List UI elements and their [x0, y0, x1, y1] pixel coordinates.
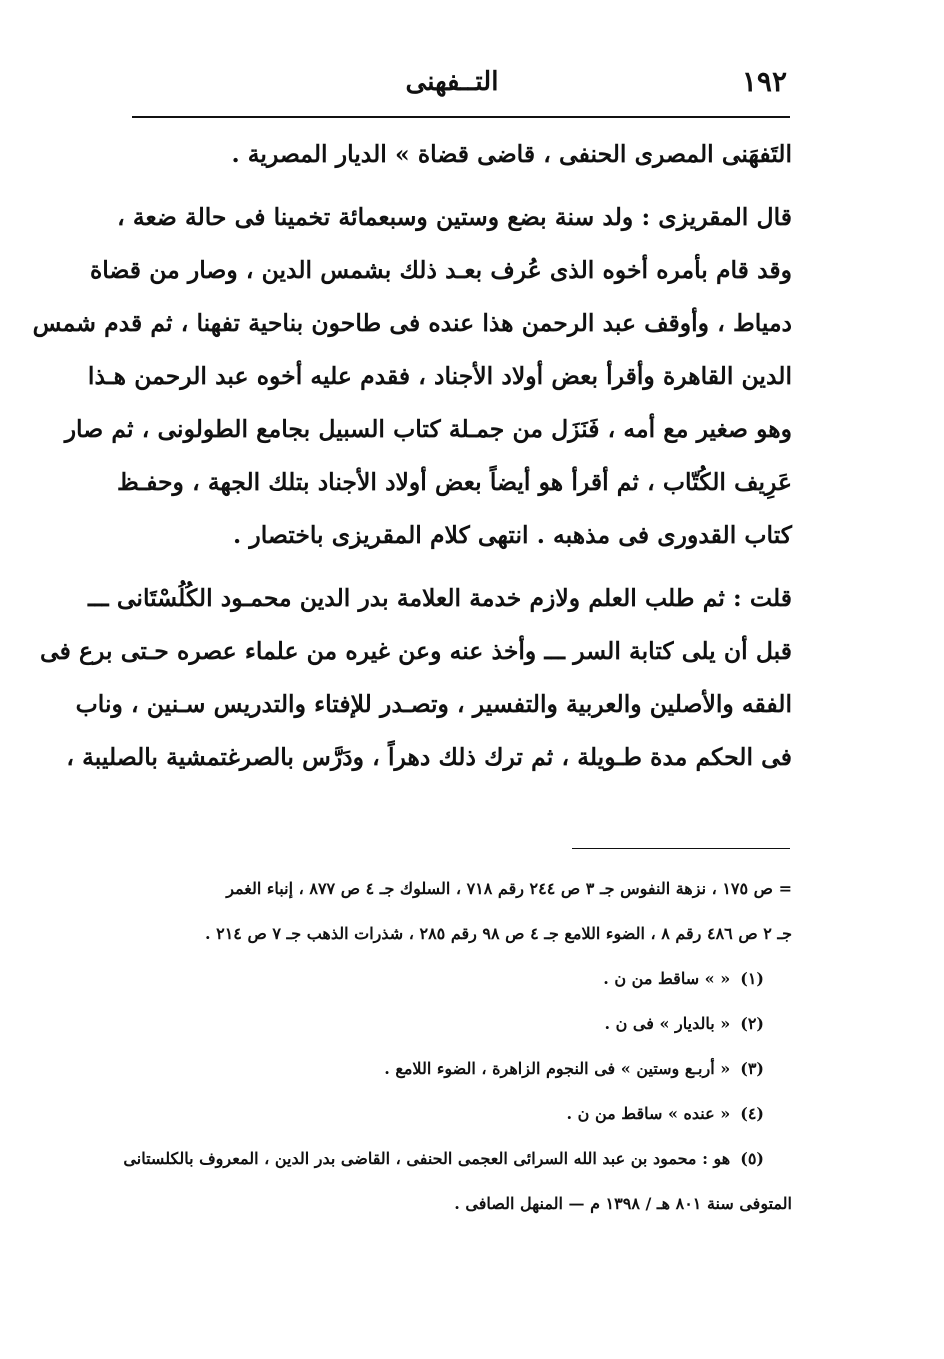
main-text [32, 128, 792, 784]
footnote-text: « بالديار » فى ن . [604, 1014, 731, 1033]
text-line: كتاب القدورى فى مذهبه . انتهى كلام المقريزى باختصار . [233, 521, 792, 549]
text-line: وقد قام بأمره أخوه الذى عُرف بعـد ذلك بشمس الدين ، وصار من قضاة [89, 256, 792, 284]
text-line: الفقه والأصلين والعربية والتفسير ، وتصـدر للإفتاء والتدريس سـنين ، وناب [75, 690, 792, 718]
footnote [123, 1136, 792, 1181]
footnotes [123, 866, 792, 1226]
page-header [132, 62, 787, 102]
text-line: قال المقريزى : ولد سنة بضع وستين وسبعمائة تخمينا فى حالة ضعة ، [117, 203, 792, 231]
running-title: التــفهنى [405, 67, 499, 97]
text-line: التَفهَنى المصرى الحنفى ، قاضى قضاة » الديار المصرية . [231, 140, 792, 168]
footnote-number: (١) [740, 969, 764, 988]
footnote-number: (٤) [740, 1104, 764, 1123]
footnote-number: (٥) [740, 1149, 764, 1168]
footnote [132, 956, 792, 1001]
footnote [132, 1046, 792, 1091]
text-line: الدين القاهرة وأقرأ بعض أولاد الأجناد ، فقدم عليه أخوه عبد الرحمن هـذا [87, 362, 792, 390]
text-line: وهو صغير مع أمه ، فَنَزَل من جمـلة كتاب السبيل بجامع الطولونى ، ثم صار [64, 415, 792, 443]
text-line: دمياط ، وأوقف عبد الرحمن هذا عنده فى طاحون بناحية تفهنا ، ثم قدم شمس [32, 309, 792, 337]
footnote [132, 1001, 792, 1046]
footnote-rule [572, 848, 790, 849]
text-line: قبل أن يلى كتابة السر ـــ وأخذ عنه وعن غيره من علماء عصره حـتى برع فى [40, 637, 792, 665]
footnote-number: (٣) [740, 1059, 764, 1078]
footnote-text: « » ساقط من ن . [603, 969, 731, 988]
text-line: عَرِيف الكُتّاب ، ثم أقرأ هو أيضاً بعض أولاد الأجناد بتلك الجهة ، وحفـظ [116, 468, 792, 496]
footnote-continuation: المتوفى سنة ٨٠١ هـ / ١٣٩٨ م — المنهل الصافى . [454, 1194, 792, 1213]
page-number: ١٩٢ [741, 65, 787, 98]
text-line: فى الحكم مدة طـويلة ، ثم ترك ذلك دهراً ، ودَرَّس بالصرغتمشية بالصليبة ، [66, 743, 792, 771]
footnote-source-line: جـ ٢ ص ٤٨٦ رقم ٨ ، الضوء اللامع جـ ٤ ص ٩٨ رقم ٢٨٥ ، شذرات الذهب جـ ٧ ص ٢١٤ . [204, 924, 792, 943]
text-line: قلت : ثم طلب العلم ولازم خدمة العلامة بدر الدين محمـود الكُلُسْتَانى ـــ [87, 584, 792, 612]
footnote-text: « أربـع وستين » فى النجوم الزاهرة ، الضوء اللامع . [384, 1059, 731, 1078]
footnote-source-line: = ص ١٧٥ ، نزهة النفوس جـ ٣ ص ٢٤٤ رقم ٧١٨ ، السلوك جـ ٤ ص ٨٧٧ ، إنباء الغمر [226, 879, 792, 898]
footnote-number: (٢) [740, 1014, 764, 1033]
header-rule [132, 116, 790, 118]
footnote-text: هو : محمود بن عبد الله السرائى العجمى الحنفى ، القاضى بدر الدين ، المعروف بالكلستانى [123, 1149, 731, 1168]
footnote [132, 1091, 792, 1136]
footnote-text: « عنده » ساقط من ن . [566, 1104, 731, 1123]
